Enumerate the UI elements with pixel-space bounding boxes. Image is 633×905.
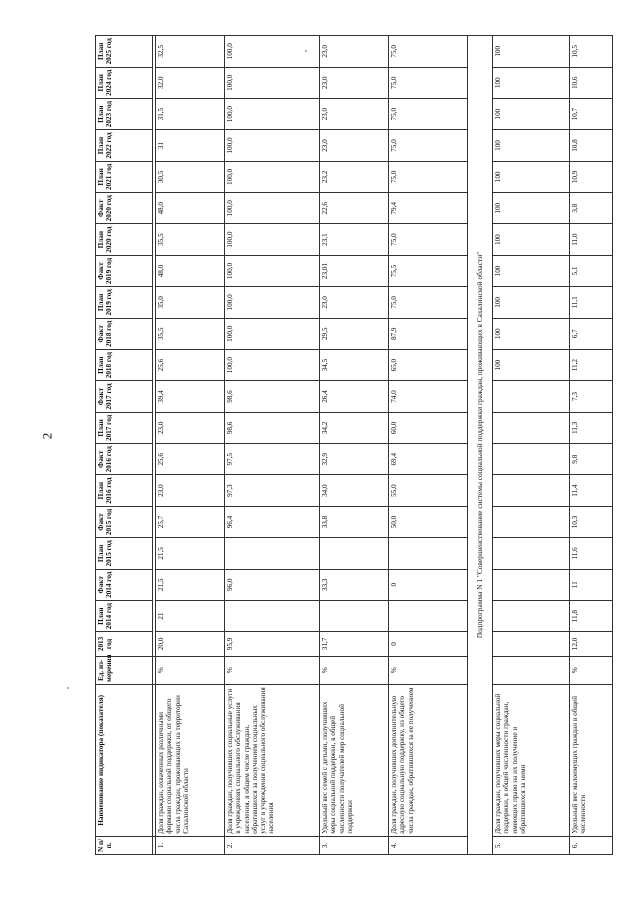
value-cell: 50,0: [389, 506, 468, 537]
value-cell: 10,3: [570, 506, 613, 537]
value-cell: 100: [493, 287, 570, 318]
value-cell: 11,4: [570, 475, 613, 506]
value-cell: 55,0: [389, 475, 468, 506]
value-cell: 23,0: [320, 67, 389, 98]
value-cell: [493, 600, 570, 631]
value-cell: 33,3: [320, 569, 389, 600]
value-cell: 23,0: [320, 36, 389, 68]
value-cell: 100: [493, 193, 570, 224]
header-year: План 2018 год: [96, 349, 153, 380]
value-cell: 100: [493, 36, 570, 68]
value-cell: 11: [570, 569, 613, 600]
value-cell: 11,2: [570, 349, 613, 380]
value-cell: 96,4: [225, 506, 320, 537]
value-cell: [493, 538, 570, 569]
document-table-rotated: [95, 35, 593, 855]
value-cell: 74,0: [389, 381, 468, 412]
value-cell: 39,4: [156, 381, 225, 412]
value-cell: 100,0: [225, 130, 320, 161]
header-year: План 2020 год: [96, 224, 153, 255]
row-unit: [493, 656, 570, 684]
value-cell: 25,6: [156, 349, 225, 380]
value-cell: 97,5: [225, 444, 320, 475]
row-name: Доля граждан, получивших дополнительную адресную социальную поддержку, из общего числа граждан, обратившихся за ее получением: [389, 684, 468, 836]
header-year: План 2017 год: [96, 412, 153, 443]
value-cell: 0: [389, 632, 468, 656]
value-cell: 0: [389, 569, 468, 600]
value-cell: 96,0: [225, 569, 320, 600]
value-cell: 100,0: [225, 224, 320, 255]
value-cell: 10,8: [570, 130, 613, 161]
value-cell: 100: [493, 349, 570, 380]
value-cell: 34,5: [320, 349, 389, 380]
value-cell: 100: [493, 98, 570, 129]
header-year: Факт 2015 год: [96, 506, 153, 537]
value-cell: 21: [156, 600, 225, 631]
value-cell: 35,5: [156, 224, 225, 255]
value-cell: 75,0: [389, 130, 468, 161]
value-cell: 30,5: [156, 161, 225, 192]
value-cell: 23,0: [320, 130, 389, 161]
value-cell: 75,5: [389, 255, 468, 286]
value-cell: 31,7: [320, 632, 389, 656]
header-year: Факт 2017 год: [96, 381, 153, 412]
value-cell: 23,0: [156, 475, 225, 506]
value-cell: 34,2: [320, 412, 389, 443]
value-cell: 65,0: [389, 349, 468, 380]
header-year: Факт 2019 год: [96, 255, 153, 286]
value-cell: [225, 538, 320, 569]
table-row: [570, 36, 613, 855]
scan-speck: [305, 50, 307, 52]
indicator-table: [95, 35, 613, 855]
value-cell: 10,7: [570, 98, 613, 129]
value-cell: 32,9: [320, 444, 389, 475]
value-cell: 34,0: [320, 475, 389, 506]
header-year: План 2019 год: [96, 287, 153, 318]
row-unit: %: [389, 656, 468, 684]
value-cell: 100,0: [225, 98, 320, 129]
row-unit: %: [225, 656, 320, 684]
row-num: 3.: [320, 836, 389, 854]
value-cell: 22,6: [320, 193, 389, 224]
header-row: [96, 36, 153, 855]
value-cell: 11,1: [570, 287, 613, 318]
table-row: [156, 36, 225, 855]
value-cell: 79,4: [389, 193, 468, 224]
header-year: 2013 год: [96, 632, 153, 656]
value-cell: [320, 600, 389, 631]
value-cell: 23,1: [320, 224, 389, 255]
value-cell: 100,0: [225, 255, 320, 286]
value-cell: 10,5: [570, 36, 613, 68]
value-cell: 35,5: [156, 318, 225, 349]
value-cell: [225, 600, 320, 631]
value-cell: 98,6: [225, 412, 320, 443]
value-cell: [493, 569, 570, 600]
value-cell: 21,5: [156, 569, 225, 600]
table-row: [389, 36, 468, 855]
value-cell: 21,5: [156, 538, 225, 569]
value-cell: 23,01: [320, 255, 389, 286]
value-cell: 25,6: [156, 444, 225, 475]
value-cell: 23,0: [320, 98, 389, 129]
header-unit: Ед. из-мерения: [96, 656, 153, 684]
value-cell: [493, 444, 570, 475]
value-cell: 100,0: [225, 67, 320, 98]
value-cell: [493, 632, 570, 656]
header-year: План 2015 год: [96, 538, 153, 569]
header-year: План 2023 год: [96, 98, 153, 129]
row-unit: %: [570, 656, 613, 684]
value-cell: 23,0: [156, 412, 225, 443]
value-cell: 100: [493, 67, 570, 98]
value-cell: 26,4: [320, 381, 389, 412]
value-cell: 10,6: [570, 67, 613, 98]
header-year: План 2014 год: [96, 600, 153, 631]
value-cell: 75,0: [389, 67, 468, 98]
value-cell: 100: [493, 130, 570, 161]
value-cell: 100: [493, 255, 570, 286]
header-year: Факт 2020 год: [96, 193, 153, 224]
value-cell: 100,0: [225, 287, 320, 318]
value-cell: 48,0: [156, 255, 225, 286]
value-cell: 32,0: [156, 67, 225, 98]
header-year: План 2016 год: [96, 475, 153, 506]
value-cell: 11,0: [570, 224, 613, 255]
header-year: Факт 2016 год: [96, 444, 153, 475]
row-name: Удельный вес малоимущих граждан в общей численности: [570, 684, 613, 836]
row-num: 2.: [225, 836, 320, 854]
row-num: 5.: [493, 836, 570, 854]
row-name: Доля граждан, охваченных различными формами социальной поддержки, от общего числа граждан, проживающих на территории Сахалинской области: [156, 684, 225, 836]
row-unit: %: [320, 656, 389, 684]
value-cell: 98,6: [225, 381, 320, 412]
value-cell: 69,4: [389, 444, 468, 475]
value-cell: 5,1: [570, 255, 613, 286]
value-cell: 25,7: [156, 506, 225, 537]
row-num: 4.: [389, 836, 468, 854]
value-cell: 31: [156, 130, 225, 161]
value-cell: 10,9: [570, 161, 613, 192]
value-cell: 7,3: [570, 381, 613, 412]
value-cell: [389, 538, 468, 569]
value-cell: 87,9: [389, 318, 468, 349]
header-year: План 2024 год: [96, 67, 153, 98]
value-cell: 100,0: [225, 349, 320, 380]
value-cell: 29,5: [320, 318, 389, 349]
value-cell: 75,0: [389, 161, 468, 192]
header-year: План 2021 год: [96, 161, 153, 192]
header-year: План 2022 год: [96, 130, 153, 161]
value-cell: [493, 475, 570, 506]
table-body: [156, 36, 613, 855]
value-cell: [320, 538, 389, 569]
table-row: [493, 36, 570, 855]
header-year: Факт 2014 год: [96, 569, 153, 600]
value-cell: 95,9: [225, 632, 320, 656]
value-cell: [493, 412, 570, 443]
value-cell: 31,5: [156, 98, 225, 129]
scan-speck: [67, 687, 69, 689]
value-cell: 20,0: [156, 632, 225, 656]
value-cell: 11,8: [570, 600, 613, 631]
subprogram-row: [468, 36, 493, 855]
row-name: Доля граждан, получивших социальные услуги в учреждениях социального обслуживания населения, в общем числе граждан, обратившихся за получением социальных услуг в учреждения социального обслуживания населения: [225, 684, 320, 836]
value-cell: 32,5: [156, 36, 225, 68]
value-cell: 23,0: [320, 287, 389, 318]
value-cell: 60,0: [389, 412, 468, 443]
value-cell: 75,0: [389, 36, 468, 68]
value-cell: 100,0: [225, 36, 320, 68]
page-number: 2: [39, 432, 55, 440]
value-cell: 6,7: [570, 318, 613, 349]
value-cell: 100,0: [225, 193, 320, 224]
header-name: Наименование индикатора (показателя): [96, 684, 153, 836]
header-num: N п/п.: [96, 836, 153, 854]
value-cell: [493, 381, 570, 412]
table-row: [320, 36, 389, 855]
value-cell: 100,0: [225, 161, 320, 192]
value-cell: 100,0: [225, 318, 320, 349]
value-cell: [389, 600, 468, 631]
header-year: Факт 2018 год: [96, 318, 153, 349]
value-cell: 12,0: [570, 632, 613, 656]
value-cell: 11,3: [570, 412, 613, 443]
row-num: 1.: [156, 836, 225, 854]
value-cell: 100: [493, 224, 570, 255]
value-cell: 23,2: [320, 161, 389, 192]
row-name: Доля граждан, получивших меры социальной поддержки, в общей численности граждан, имеющих право на их получение и обратившихся за ними: [493, 684, 570, 836]
value-cell: 9,8: [570, 444, 613, 475]
subprogram-title: Подпрограмма N 1 "Совершенствование системы социальной поддержки граждан, проживающих в Сахалинской области": [468, 36, 493, 855]
value-cell: 97,3: [225, 475, 320, 506]
table-row: [225, 36, 320, 855]
value-cell: [493, 506, 570, 537]
value-cell: 75,0: [389, 98, 468, 129]
row-unit: %: [156, 656, 225, 684]
header-year: План 2025 год: [96, 36, 153, 68]
row-num: 6.: [570, 836, 613, 854]
value-cell: 11,6: [570, 538, 613, 569]
value-cell: 35,0: [156, 287, 225, 318]
row-name: Удельный вес семей с детьми, получивших меры социальной поддержки, в общей численности получателей мер социальной поддержки: [320, 684, 389, 836]
value-cell: 100: [493, 318, 570, 349]
value-cell: 75,0: [389, 224, 468, 255]
value-cell: 100: [493, 161, 570, 192]
value-cell: 33,8: [320, 506, 389, 537]
value-cell: 75,0: [389, 287, 468, 318]
value-cell: 3,8: [570, 193, 613, 224]
value-cell: 48,0: [156, 193, 225, 224]
